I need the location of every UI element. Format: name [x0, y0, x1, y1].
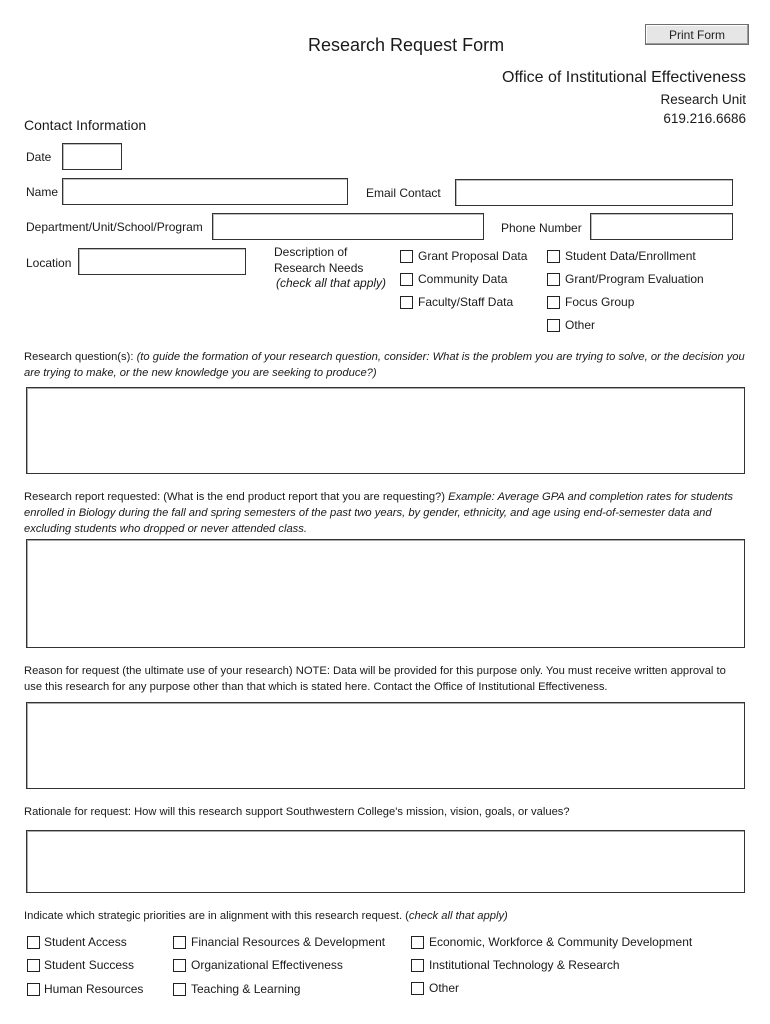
- label-student-access: Student Access: [44, 935, 127, 949]
- reason-for-request-field[interactable]: [26, 702, 745, 789]
- label-human-resources: Human Resources: [44, 982, 144, 996]
- checkbox-priorities-other[interactable]: [411, 982, 424, 995]
- label-institutional-technology: Institutional Technology & Research: [429, 958, 620, 972]
- checkbox-institutional-technology[interactable]: [411, 959, 424, 972]
- label-focus-group: Focus Group: [565, 295, 635, 309]
- reason-for-request-prompt: Reason for request (the ultimate use of your research) NOTE: Data will be provided for this purpose only. You must receive written approval to use this research for any purpose other than that which is stated here. Contact the Office of Institutional Effectiveness.: [24, 665, 726, 693]
- label-grant-proposal-data: Grant Proposal Data: [418, 249, 528, 263]
- research-question-label: Research question(s):: [24, 351, 134, 363]
- name-field[interactable]: [62, 178, 348, 205]
- checkbox-student-data-enrollment[interactable]: [547, 250, 560, 263]
- priorities-prompt: [24, 908, 746, 924]
- email-field[interactable]: [455, 179, 733, 206]
- phone-label: Phone Number: [501, 221, 582, 235]
- description-label-hint: (check all that apply): [276, 276, 387, 290]
- checkbox-focus-group[interactable]: [547, 296, 560, 309]
- checkbox-student-success[interactable]: [27, 959, 40, 972]
- label-economic-workforce: Economic, Workforce & Community Development: [429, 935, 693, 949]
- label-faculty-staff-data: Faculty/Staff Data: [418, 295, 514, 309]
- label-needs-other: Other: [565, 318, 596, 332]
- checkbox-grant-program-evaluation[interactable]: [547, 273, 560, 286]
- checkbox-needs-other[interactable]: [547, 319, 560, 332]
- research-report-label: Research report requested: (What is the end product report that you are requesting?): [24, 491, 446, 503]
- location-label: Location: [26, 256, 72, 270]
- research-report-prompt: [24, 489, 746, 537]
- description-label-line2: Research Needs: [274, 261, 364, 275]
- department-field[interactable]: [212, 213, 484, 240]
- department-label: Department/Unit/School/Program: [26, 220, 203, 234]
- research-report-example: Example: Average GPA and completion rates for students enrolled in Biology during the fall and spring semesters of the past two years, by gender, ethnicity, and age using end-of-semester data and excluding students who dropped or never attended class.: [24, 491, 733, 535]
- print-form-button[interactable]: Print Form: [645, 24, 749, 45]
- research-question-hint: (to guide the formation of your research question, consider: What is the problem you are trying to solve, or the decision you are trying to make, or the new knowledge you are seeking to produce?): [24, 351, 745, 379]
- checkbox-human-resources[interactable]: [27, 983, 40, 996]
- phone-field[interactable]: [590, 213, 733, 240]
- label-priorities-other: Other: [429, 981, 460, 995]
- unit-phone: 619.216.6686: [663, 111, 746, 126]
- page-title: Research Request Form: [308, 35, 505, 55]
- description-label-line1: Description of: [274, 245, 348, 259]
- label-grant-program-evaluation: Grant/Program Evaluation: [565, 272, 704, 286]
- checkbox-financial-resources[interactable]: [173, 936, 186, 949]
- date-field[interactable]: [62, 143, 122, 170]
- checkbox-organizational-effectiveness[interactable]: [173, 959, 186, 972]
- checkbox-grant-proposal-data[interactable]: [400, 250, 413, 263]
- research-report-field[interactable]: [26, 539, 745, 648]
- research-question-prompt: [24, 349, 746, 381]
- label-student-success: Student Success: [44, 958, 135, 972]
- location-field[interactable]: [78, 248, 246, 275]
- unit-name: Research Unit: [660, 92, 746, 107]
- email-label: Email Contact: [366, 186, 441, 200]
- label-teaching-learning: Teaching & Learning: [191, 982, 301, 996]
- checkbox-student-access[interactable]: [27, 936, 40, 949]
- label-financial-resources: Financial Resources & Development: [191, 935, 386, 949]
- checkbox-faculty-staff-data[interactable]: [400, 296, 413, 309]
- rationale-prompt: Rationale for request: How will this research support Southwestern College's mission, vision, goals, or values?: [24, 806, 570, 818]
- checkbox-economic-workforce[interactable]: [411, 936, 424, 949]
- label-student-data-enrollment: Student Data/Enrollment: [565, 249, 696, 263]
- checkbox-community-data[interactable]: [400, 273, 413, 286]
- priorities-intro: Indicate which strategic priorities are in alignment with this research request. (: [24, 910, 409, 922]
- date-label: Date: [26, 150, 52, 164]
- checkbox-teaching-learning[interactable]: [173, 983, 186, 996]
- priorities-hint: check all that apply): [408, 910, 508, 922]
- label-community-data: Community Data: [418, 272, 508, 286]
- rationale-field[interactable]: [26, 830, 745, 893]
- contact-section-title: Contact Information: [24, 117, 147, 133]
- office-name: Office of Institutional Effectiveness: [502, 69, 746, 86]
- name-label: Name: [26, 185, 59, 199]
- research-question-field[interactable]: [26, 387, 745, 474]
- label-organizational-effectiveness: Organizational Effectiveness: [191, 958, 343, 972]
